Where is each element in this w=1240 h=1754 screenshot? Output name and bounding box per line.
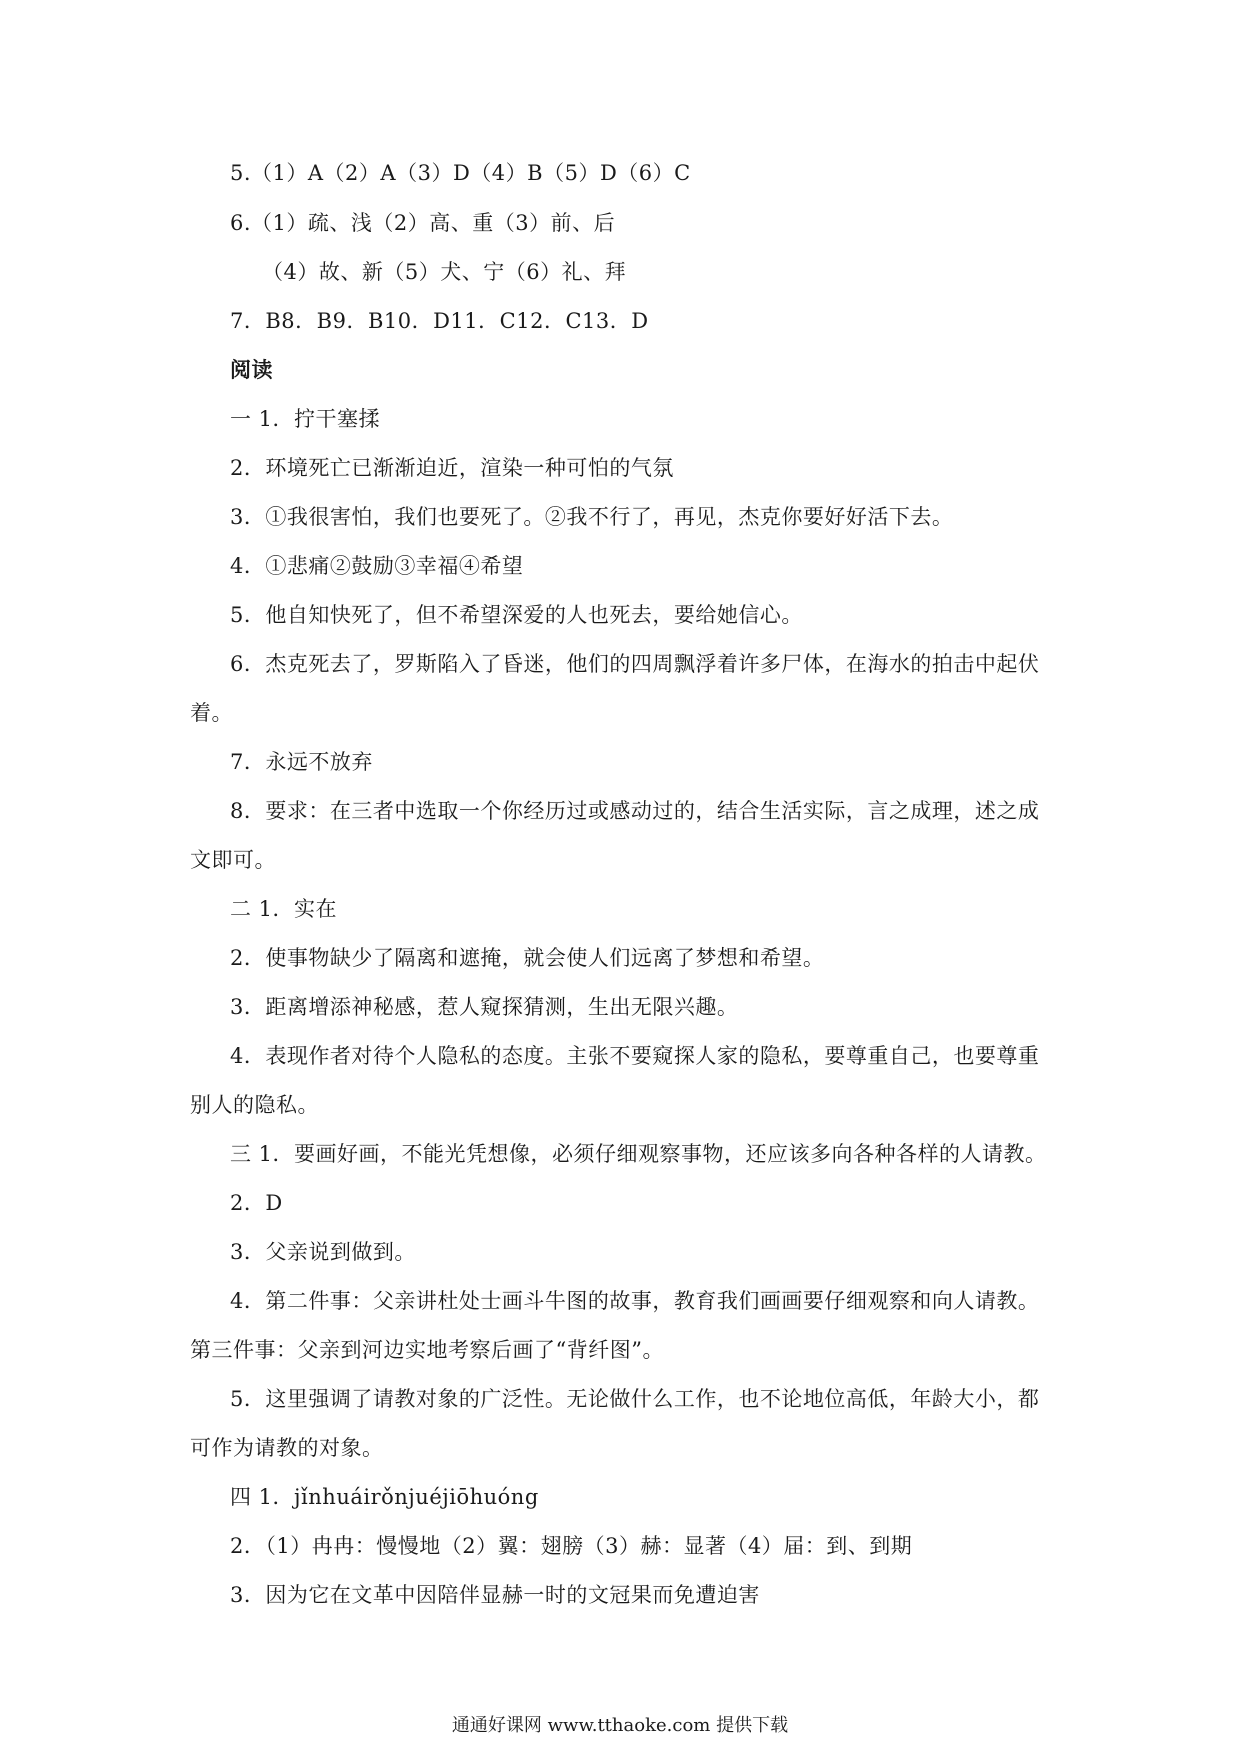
reading-1-answer-7: 7．永远不放弃 [230, 750, 373, 774]
reading-3-answer-5: 5．这里强调了请教对象的广泛性。无论做什么工作，也不论地位高低，年龄大小，都 [230, 1387, 1040, 1411]
reading-1-answer-3: 3．①我很害怕，我们也要死了。②我不行了，再见，杰克你要好好活下去。 [230, 505, 954, 529]
answer-line-6-continued: （4）故、新（5）犬、宁（6）礼、拜 [262, 260, 627, 284]
answer-line-5: 5.（1）A（2）A（3）D（4）B（5）D（6）C [230, 161, 691, 185]
reading-2-answer-3: 3．距离增添神秘感，惹人窥探猜测，生出无限兴趣。 [230, 995, 739, 1019]
reading-2-answer-2: 2．使事物缺少了隔离和遮掩，就会使人们远离了梦想和希望。 [230, 946, 825, 970]
reading-1-answer-6: 6．杰克死去了，罗斯陷入了昏迷，他们的四周飘浮着许多尸体，在海水的拍击中起伏 [230, 652, 1040, 676]
reading-1-answer-8: 8．要求：在三者中选取一个你经历过或感动过的，结合生活实际，言之成理，述之成 [230, 799, 1040, 823]
reading-3-answer-4: 4．第二件事：父亲讲杜处士画斗牛图的故事，教育我们画画要仔细观察和向人请教。 [230, 1289, 1040, 1313]
answer-line-6: 6.（1）疏、浅（2）高、重（3）前、后 [230, 211, 616, 235]
reading-4-answer-1: 四 1．jǐnhuáirǒnjuéjiōhuóng [230, 1485, 539, 1509]
reading-3-answer-4-continued: 第三件事：父亲到河边实地考察后画了“背纤图”。 [190, 1338, 664, 1362]
reading-1-answer-2: 2．环境死亡已渐渐迫近，渲染一种可怕的气氛 [230, 456, 674, 480]
reading-1-answer-4: 4．①悲痛②鼓励③幸福④希望 [230, 554, 524, 578]
reading-3-answer-2: 2．D [230, 1191, 283, 1215]
reading-2-answer-4-continued: 别人的隐私。 [190, 1093, 319, 1117]
reading-1-answer-1: 一 1．拧干塞揉 [230, 407, 381, 431]
reading-3-answer-1: 三 1．要画好画，不能光凭想像，必须仔细观察事物，还应该多向各种各样的人请教。 [230, 1142, 1047, 1166]
reading-2-answer-1: 二 1．实在 [230, 897, 338, 921]
reading-4-answer-3: 3．因为它在文革中因陪伴显赫一时的文冠果而免遭迫害 [230, 1583, 760, 1607]
reading-3-answer-3: 3．父亲说到做到。 [230, 1240, 416, 1264]
page-footer: 通通好课网 www.tthaoke.com 提供下载 [451, 1715, 789, 1736]
reading-2-answer-4: 4．表现作者对待个人隐私的态度。主张不要窥探人家的隐私，要尊重自己，也要尊重 [230, 1044, 1040, 1068]
reading-1-answer-8-continued: 文即可。 [190, 848, 276, 872]
reading-4-answer-2: 2．（1）冉冉：慢慢地（2）翼：翅膀（3）赫：显著（4）届：到、到期 [230, 1534, 913, 1558]
reading-3-answer-5-continued: 可作为请教的对象。 [190, 1436, 384, 1460]
reading-1-answer-6-continued: 着。 [190, 701, 233, 725]
reading-1-answer-5: 5．他自知快死了，但不希望深爱的人也死去，要给她信心。 [230, 603, 803, 627]
section-heading-reading: 阅读 [230, 357, 273, 382]
answer-line-7-13: 7．B8．B9．B10．D11．C12．C13．D [230, 309, 649, 333]
